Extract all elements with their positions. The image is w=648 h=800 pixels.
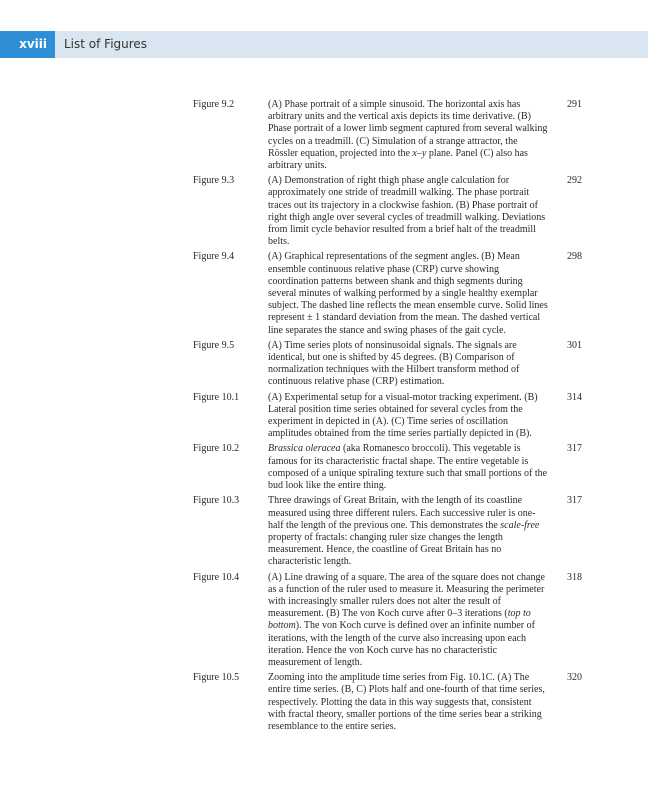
caption-text-end: (aka Romanesco broccoli). This vegetable is famous for its characteristic fractal shape. The entire vegetable is composed of a unique spiraling texture such that small portions of the bud look like the entire thing. [268,443,548,492]
figure-entry [0,443,648,492]
page-number: xviii [0,31,55,58]
figure-page-number: 301 [567,339,582,351]
figure-caption [268,175,549,248]
figure-entry [0,392,648,441]
caption-text: (A) Line drawing of a square. The area of the square does not change as a function of the ruler used to measure it. Measuring the perimeter with increasingly smaller rulers does not alter the result of measurement. (B) The von Koch curve after 0–3 iterations ( [268,571,545,620]
figure-caption [268,672,549,733]
figure-caption [268,340,549,389]
figure-page-number: 314 [567,391,582,403]
figure-caption [268,99,549,172]
figure-entry [0,175,648,248]
figure-label: Figure 9.2 [193,99,235,110]
caption-text-end: ). The von Koch curve is defined over an infinite number of iterations, with the length of the curve also increasing upon each iteration. Hence the von Koch curve has no characteristic measurement of length. [268,620,535,668]
figure-caption [268,495,549,568]
caption-italic-text: scale-free [500,519,540,531]
figure-page-number: 320 [567,672,582,684]
figure-entry [0,572,648,670]
figure-label: Figure 10.1 [193,391,240,403]
figure-entry [0,99,648,172]
running-title: List of Figures [64,37,148,51]
running-header [0,31,648,58]
figure-label: Figure 10.4 [193,571,240,583]
figure-page-number: 317 [567,495,582,507]
figure-entry [0,340,648,389]
caption-italic-text: x–y [412,147,427,159]
figure-entry [0,251,648,336]
figure-label: Figure 10.3 [193,495,240,507]
figure-entry [0,672,648,733]
figure-label: Figure 9.3 [193,175,235,187]
figure-page-number: 318 [567,571,582,583]
caption-text: Three drawings of Great Britain, with the length of its coastline measured using three different rulers. Each successive ruler is one-half the length of the previous one. This demonstrates the [268,495,536,531]
figure-label: Figure 10.2 [193,443,240,455]
figure-label: Figure 9.5 [193,339,235,351]
caption-text-end: plane. Panel (C) also has arbitrary units. [268,147,528,172]
figure-caption [268,572,549,670]
caption-italic-text: Brassica oleracea [268,443,341,455]
figure-label: Figure 10.5 [193,672,240,684]
caption-text: Zooming into the amplitude time series from Fig. 10.1C. (A) The entire time series. (B, C) Plots half and one-fourth of that time series, respectively. Plotting the data in this way suggests that, consistent with fractal theory, smaller portions of the time series bear a striking resemblance to the entire series. [268,672,545,732]
caption-italic-text: top to bottom [268,608,531,632]
figure-entry [0,495,648,568]
figure-caption [268,392,549,441]
figure-page-number: 298 [567,251,582,263]
figure-page-number: 292 [567,175,582,187]
figure-caption [268,251,549,336]
caption-text-end: property of fractals: changing ruler size changes the length measurement. Hence, the coastline of Great Britain has no characteristic length. [268,531,503,568]
caption-text: (A) Phase portrait of a simple sinusoid. The horizontal axis has arbitrary units and the vertical axis depicts its time derivative. (B) Phase portrait of a lower limb segment captured from several walking cycles on a treadmill. (C) Simulation of a strange attractor, the Rössler equation, projected into the [268,99,548,159]
caption-text: (A) Experimental setup for a visual-motor tracking experiment. (B) Lateral position time series obtained for several cycles from the experiment in depicted in (A). (C) Time series of oscillation amplitudes obtained from the time series partially depicted in (B). [268,391,538,440]
figure-label: Figure 9.4 [193,251,235,263]
caption-text: (A) Demonstration of right thigh phase angle calculation for approximately one stride of treadmill walking. The phase portrait traces out its trajectory in a clockwise fashion. (B) Phase portrait of right thigh angle over several cycles of treadmill walking. Deviations from limit cycle behavior resulted from a brief halt of the treadmill belts. [268,175,546,248]
figure-page-number: 291 [567,99,582,110]
caption-text: (A) Graphical representations of the segment angles. (B) Mean ensemble continuous relative phase (CRP) curve showing coordination patterns between shank and thigh segments during several minutes of walking performed by a single healthy exemplar subject. The dashed line reflects the mean ensemble curve. Solid lines represent ± 1 standard deviation from the mean. The dashed vertical line separates the stance and swing phases of the gait cycle. [268,251,548,336]
figure-page-number: 317 [567,443,582,455]
figure-caption [268,443,549,492]
caption-text: (A) Time series plots of nonsinusoidal signals. The signals are identical, but one is shifted by 45 degrees. (B) Comparison of normalization techniques with the Hilbert transform method of continuous relative phase (CRP) estimation. [268,339,520,388]
figure-list [0,99,648,736]
